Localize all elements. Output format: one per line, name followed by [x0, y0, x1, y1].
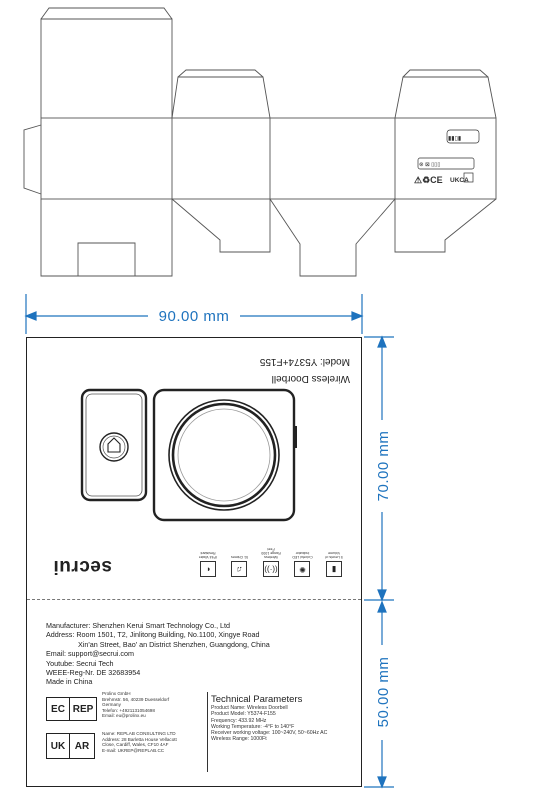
- uk-label: UK: [46, 733, 70, 759]
- ec-rep-address: Prolinx GmbH Brehmstr. 56, 40239 Duesseldorf Germany Telefon: +4921131054698 Email: eu@prolinx.eu: [102, 691, 170, 719]
- bottom-height-dimension-label: 50.00 mm: [375, 656, 392, 728]
- compliance-label-graphic: [414, 130, 479, 185]
- brand-logo: secrui: [53, 556, 112, 577]
- product-title: Wireless Doorbell: [271, 373, 350, 384]
- ip-rating-icon: ◐: [200, 561, 216, 577]
- manufacturer-block: [46, 621, 270, 687]
- feature-item: ((·)) Wireless Range 1000 Feet: [259, 537, 283, 577]
- svg-text:▮▮▯▮: ▮▮▯▮: [448, 136, 462, 142]
- led-indicator-icon: ✺: [295, 561, 311, 577]
- doorbell-illustration: [80, 386, 300, 526]
- feature-icons-row: [196, 537, 346, 577]
- chimes-icon: ♫: [232, 561, 248, 577]
- svg-text:⊗ ⊠ ▯▯▯: ⊗ ⊠ ▯▯▯: [419, 162, 441, 168]
- manufacturer-youtube: Youtube: Secrui Tech: [46, 658, 114, 668]
- rep-label: REP: [70, 697, 97, 721]
- manufacturer-name: Manufacturer: Shenzhen Kerui Smart Technology Co., Ltd: [46, 621, 231, 630]
- svg-text:⚠♻CE: ⚠♻CE: [414, 175, 443, 185]
- width-dimension-label: 90.00 mm: [158, 308, 230, 325]
- tech-divider: [207, 692, 208, 772]
- ec-label: EC: [46, 697, 70, 721]
- weee-number: WEEE-Reg-Nr. DE 32683954: [46, 668, 141, 678]
- fold-line: [27, 599, 361, 600]
- volume-levels-icon: ▮: [326, 561, 342, 577]
- tech-params-title: Technical Parameters: [211, 694, 303, 705]
- tech-params: Technical Parameters Product Name: Wireless Doorbell Product Model: Y5374-F155 Frequency: 433.92 MHz Working Temperature: -4°F to 140°F Receiver working voltage: 100~240V, 50~60Hz AC Wireless Range: 1000Ft: [211, 694, 328, 743]
- product-model: Model: Y5374+F155: [259, 356, 350, 367]
- wireless-range-icon: ((·)): [263, 561, 279, 577]
- manufacturer-address-2: Xin'an Street, Bao' an District Shenzhen, Guangdong, China: [78, 639, 270, 649]
- manufacturer-email: Email: support@secrui.com: [46, 649, 134, 659]
- feature-item: ♫ 51 Chimes: [228, 537, 252, 577]
- uk-ar-address: Name: REPLAB CONSULTING LTD Address: 28 Barletta House Vellacott Close, Cardiff, Wales, CF10 4AF E-mail: UKREP@REPLAB.CC: [102, 731, 177, 753]
- box-dieline: [0, 0, 548, 290]
- manufacturer-address-1: Address: Room 1501, T2, Jinlitong Building, No.1100, Xingye Road: [46, 630, 260, 640]
- bell-button-icon: [100, 433, 128, 461]
- made-in: Made in China: [46, 677, 93, 687]
- feature-item: ◐ IP44 Water Resistant: [196, 537, 220, 577]
- ar-label: AR: [70, 733, 95, 759]
- uk-ar-badge: [46, 733, 98, 761]
- flat-ukca-mark: UKCA: [450, 177, 469, 184]
- feature-item: ✺ Colorful LED Indicator: [291, 537, 315, 577]
- front-height-dimension-label: 70.00 mm: [375, 430, 392, 502]
- feature-item: ▮ 5 Levels of Volume: [322, 537, 346, 577]
- ec-rep-badge: [46, 697, 98, 723]
